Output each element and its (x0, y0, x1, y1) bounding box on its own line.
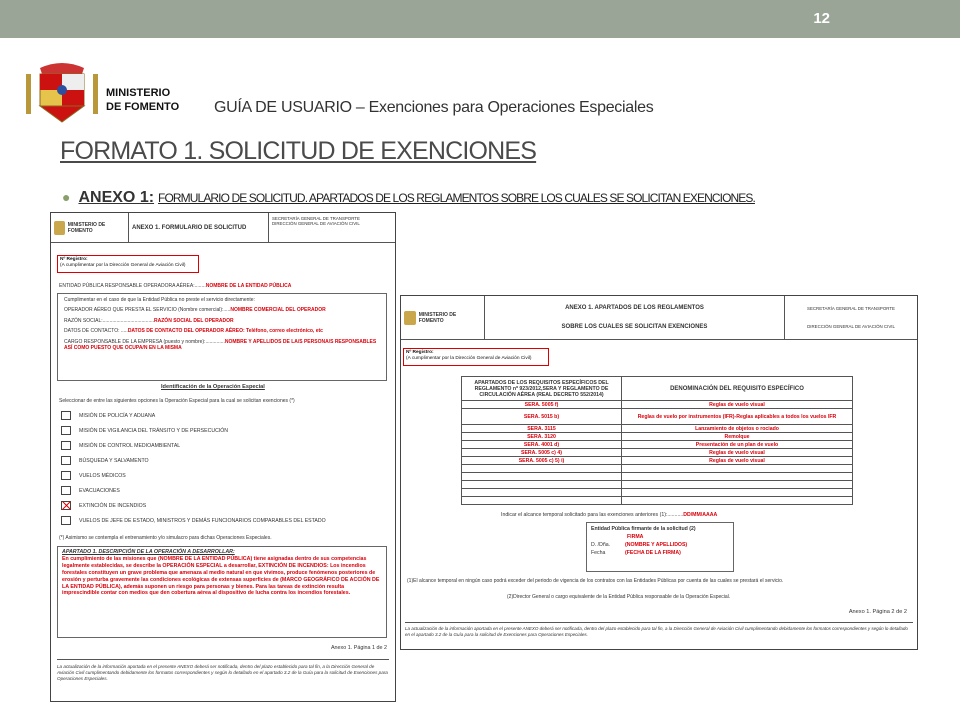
doc1-ministry: MINISTERIO DE FOMENTO (67, 221, 106, 234)
doc1-section-title: APARTADO 1. DESCRIPCIÓN DE LA OPERACIÓN A DESARROLLAR: (62, 549, 235, 555)
doc2-registry-label: Nº Registro: (406, 350, 434, 355)
annex-label: ANEXO 1: (78, 189, 155, 206)
checkbox-icon[interactable] (61, 456, 71, 465)
doc2-ministry: MINISTERIO DE FOMENTO (418, 311, 457, 324)
doc1-entity-row (59, 283, 291, 289)
table-row (462, 433, 853, 441)
doc1-registry-label: Nº Registro: (60, 257, 88, 262)
table-row-empty (462, 481, 853, 489)
requirement-code: SERA. 5005 c) 4) (462, 449, 622, 457)
requirement-code: SERA. 3115 (462, 425, 622, 433)
doc2-page-label: Anexo 1. Página 2 de 2 (848, 609, 907, 615)
doc2-signer-box (586, 522, 734, 572)
bullet-dot-icon: ● (62, 189, 71, 205)
table-row-empty (462, 497, 853, 505)
ministry-line-2: DE FOMENTO (106, 101, 180, 113)
doc1-section-box (57, 546, 387, 638)
doc1-section-body: En cumplimiento de las misiones que (NOMBRE DE LA ENTIDAD PÚBLICA) tiene asignadas dentro de sus competencias legalmente establecidas, se describe la OPERACIÓN ESPECIAL a desarrollar, EXTINCIÓN DE INCENDIOS: Los incendios forestales constituyen un grave problema que amenaza al medio natural en que vivimos, produce fenómenos posteriores de erosión y perturba gravemente las condiciones ecológicas de extensas superficies de (MARCO GEOGRÁFICO DE ACCIÓN DE LA ENTIDAD PÚBLICA), además suponen un riesgo para personas y bienes. Para las tareas de extinción resulta imprescindible contar con medios que den cobertura aérea al dispositivo de lucha contra los incendios forestales. (62, 555, 380, 597)
doc2-title-line-1: ANEXO 1. APARTADOS DE LOS REGLAMENTOS (565, 305, 704, 312)
mission-label: BÚSQUEDA Y SALVAMENTO (79, 457, 149, 464)
annex-description: FORMULARIO DE SOLICITUD. APARTADOS DE LOS REGLAMENTOS SOBRE LOS CUALES SE SOLICITAN EXENCIONES. (158, 191, 755, 205)
table-row (462, 401, 853, 409)
annex-form-page-1 (50, 212, 396, 702)
doc1-page-label: Anexo 1. Página 1 de 2 (330, 645, 387, 651)
table-row-empty (462, 465, 853, 473)
doc1-entity-value: NOMBRE DE LA ENTIDAD PÚBLICA (205, 283, 292, 289)
bullet-item (62, 189, 942, 207)
table-header-right: DENOMINACIÓN DEL REQUISITO ESPECÍFICO (622, 377, 853, 401)
requirement-code: SERA. 5015 b) (462, 409, 622, 425)
doc1-select-note: Seleccionar de entre las siguientes opciones la Operación Especial para la cual se solicitan exenciones (*) (59, 398, 295, 404)
doc1-entity-label: ENTIDAD PÚBLICA RESPONSABLE OPERADORA AÉREA:........ (59, 283, 206, 289)
checkbox-icon[interactable] (61, 411, 71, 420)
doc1-position-value: NOMBRE Y APELLIDOS DE LA/S PERSONA/S RESPONSABLES ASÍ COMO PUESTO QUE OCUPA/N EN LA MISMA (64, 338, 377, 352)
doc2-note-2: (2)Director General o cargo equivalente de la Entidad Pública responsable de la Operación Especial. (507, 594, 731, 600)
mission-option[interactable] (61, 471, 126, 480)
doc2-logo-icon (404, 311, 416, 325)
doc2-secretary: SECRETARÍA GENERAL DE TRANSPORTE (807, 305, 895, 311)
requirement-name: Lanzamiento de objetos o rociado (622, 425, 853, 433)
doc2-title-line-2: SOBRE LOS CUALES SE SOLICITAN EXENCIONES (561, 323, 708, 330)
checkbox-icon[interactable] (61, 426, 71, 435)
table-row-empty (462, 489, 853, 497)
table-row-empty (462, 473, 853, 481)
mission-label: MISIÓN DE POLICÍA Y ADUANA (79, 412, 156, 419)
mission-option[interactable] (61, 411, 155, 420)
table-row (462, 409, 853, 425)
checkbox-icon[interactable] (61, 486, 71, 495)
mission-label: EVACUACIONES (79, 487, 120, 494)
doc1-identification: Identificación de la Operación Especial (161, 384, 265, 390)
doc2-footer: La actualización de la información aportada en el presente ANEXO deberá ser notificada, dentro del plazo establecido para tal fin, a la Dirección General de Aviación Civil cumplimentando debidamente los formatos correspondientes y según lo detallado en el apartado 3.2 de la Guía para la solicitud de Exenciones para Operaciones Especiales. (405, 622, 913, 638)
doc2-date-label: Fecha (591, 550, 606, 556)
mission-option[interactable] (61, 486, 120, 495)
doc1-contact-value: DATOS DE CONTACTO DEL OPERADOR AÉREO: Teléfono, correo electrónico, etc (127, 328, 323, 335)
checkbox-icon[interactable] (61, 471, 71, 480)
doc1-operator-label: OPERADOR AÉREO QUE PRESTA EL SERVICIO (Nombre comercial):..... (64, 307, 231, 314)
requirement-code: SERA. 3120 (462, 433, 622, 441)
ministry-line-1: MINISTERIO (106, 87, 171, 99)
doc2-temporal-label: Indicar el alcance temporal solicitado para las exenciones anteriores (1):........... (501, 512, 684, 518)
top-bar (0, 0, 960, 38)
table-row (462, 449, 853, 457)
doc2-signature: FIRMA (627, 534, 644, 540)
requirement-code: SERA. 4001 d) (462, 441, 622, 449)
mission-option[interactable] (61, 456, 149, 465)
doc2-name-value: (NOMBRE Y APELLIDOS) (625, 542, 688, 548)
doc2-temporal-row (501, 512, 717, 518)
mission-option[interactable] (61, 441, 180, 450)
doc1-title: ANEXO 1. FORMULARIO DE SOLICITUD (129, 213, 269, 242)
doc2-date-value: (FECHA DE LA FIRMA) (625, 550, 681, 556)
doc1-complete-note: Cumplimentar en el caso de que la Entidad Pública no preste el servicio directamente: (64, 297, 255, 303)
mission-option[interactable] (61, 426, 228, 435)
doc2-direction: DIRECCIÓN GENERAL DE AVIACIÓN CIVIL (807, 324, 895, 330)
doc2-name-label: D. /Dña. (591, 542, 611, 548)
requirement-name: Remolque (622, 433, 853, 441)
coat-of-arms-logo (22, 60, 102, 126)
checkbox-icon[interactable] (61, 441, 71, 450)
requirement-code: SERA. 5005 f) (462, 401, 622, 409)
doc1-contact-label: DATOS DE CONTACTO: ..... (64, 328, 128, 335)
requirement-name: Reglas de vuelo visual (622, 457, 853, 465)
doc1-secretary: SECRETARÍA GENERAL DE TRANSPORTE (272, 216, 360, 221)
doc1-operator-value: NOMBRE COMERCIAL DEL OPERADOR (230, 307, 326, 314)
doc1-position-label: CARGO RESPONSABLE DE LA EMPRESA (puesto y nombre):.............. (64, 338, 225, 345)
table-header-left: APARTADOS DE LOS REQUISITOS ESPECÍFICOS DEL REGLAMENTO nº 923/2012,SERA Y REGLAMENTO DE CIRCULACIÓN AÉREA (REAL DECRETO 552/2014) (462, 377, 622, 401)
requirement-name: Reglas de vuelo por instrumentos (IFR)-Reglas aplicables a todos los vuelos IFR (622, 409, 853, 425)
page-number: 12 (813, 10, 830, 27)
table-row (462, 441, 853, 449)
mission-label: EXTINCIÓN DE INCENDIOS (79, 502, 147, 509)
mission-option[interactable] (61, 516, 326, 525)
table-row (462, 425, 853, 433)
doc2-temporal-value: DD/MM/AAAA (683, 512, 718, 518)
doc1-footer: La actualización de la información aportada en el presente ANEXO deberá ser notificada, dentro del plazo establecido para tal fin, a la Dirección General de Aviación Civil cumplimentando debidamente los formatos correspondientes y según lo detallado en el apartado 3.2 de la Guía para la solicitud de Exenciones para Operaciones Especiales. (57, 659, 389, 683)
mission-label: MISIÓN DE CONTROL MEDIOAMBIENTAL (79, 442, 181, 449)
doc2-note-1: (1)El alcance temporal en ningún caso podrá exceder del periodo de vigencia de los contratos con las Entidades Públicas por cuenta de las cuales se prestará el servicio. (407, 578, 784, 584)
guide-title: GUÍA DE USUARIO – Exenciones para Operaciones Especiales (214, 99, 654, 116)
doc1-direction: DIRECCIÓN GENERAL DE AVIACIÓN CIVIL (272, 221, 360, 226)
requirement-name: Reglas de vuelo visual (622, 449, 853, 457)
table-row (462, 457, 853, 465)
requirement-name: Presentación de un plan de vuelo (622, 441, 853, 449)
doc2-registry-box (403, 348, 549, 366)
doc1-registry-box (57, 255, 199, 273)
doc1-operator-box (57, 293, 387, 381)
checked-checkbox-icon[interactable] (61, 501, 71, 510)
doc1-training-note: (*) Asimismo se contempla el entrenamiento y/o simulacro para dichas Operaciones Especiales. (59, 535, 272, 541)
doc1-logo-icon (54, 221, 65, 235)
ministry-name (106, 86, 179, 114)
doc2-header (401, 296, 917, 340)
mission-option-checked[interactable] (61, 501, 146, 510)
mission-label: VUELOS MÉDICOS (79, 472, 126, 479)
doc1-social-value: RAZÓN SOCIAL DEL OPERADOR (154, 317, 234, 324)
annex-form-page-2 (400, 295, 918, 650)
section-title: FORMATO 1. SOLICITUD DE EXENCIONES (60, 137, 537, 165)
doc1-social-label: RAZÓN SOCIAL:..................................... (64, 317, 155, 324)
requirements-table (461, 376, 853, 505)
doc1-registry-note: (A cumplimentar por la Dirección General de Aviación Civil) (60, 263, 186, 268)
mission-label: VUELOS DE JEFE DE ESTADO, MINISTROS Y DEMÁS FUNCIONARIOS COMPARABLES DEL ESTADO (79, 517, 326, 524)
requirement-code: SERA. 5005 c) 5) i) (462, 457, 622, 465)
doc1-header (51, 213, 395, 243)
mission-label: MISIÓN DE VIGILANCIA DEL TRÁNSITO Y DE PERSECUCIÓN (79, 427, 229, 434)
doc2-registry-note: (A cumplimentar por la Dirección General de Aviación Civil) (406, 356, 532, 361)
requirement-name: Reglas de vuelo visual (622, 401, 853, 409)
doc2-signer-title: Entidad Pública firmante de la solicitud (2) (591, 526, 696, 532)
checkbox-icon[interactable] (61, 516, 71, 525)
